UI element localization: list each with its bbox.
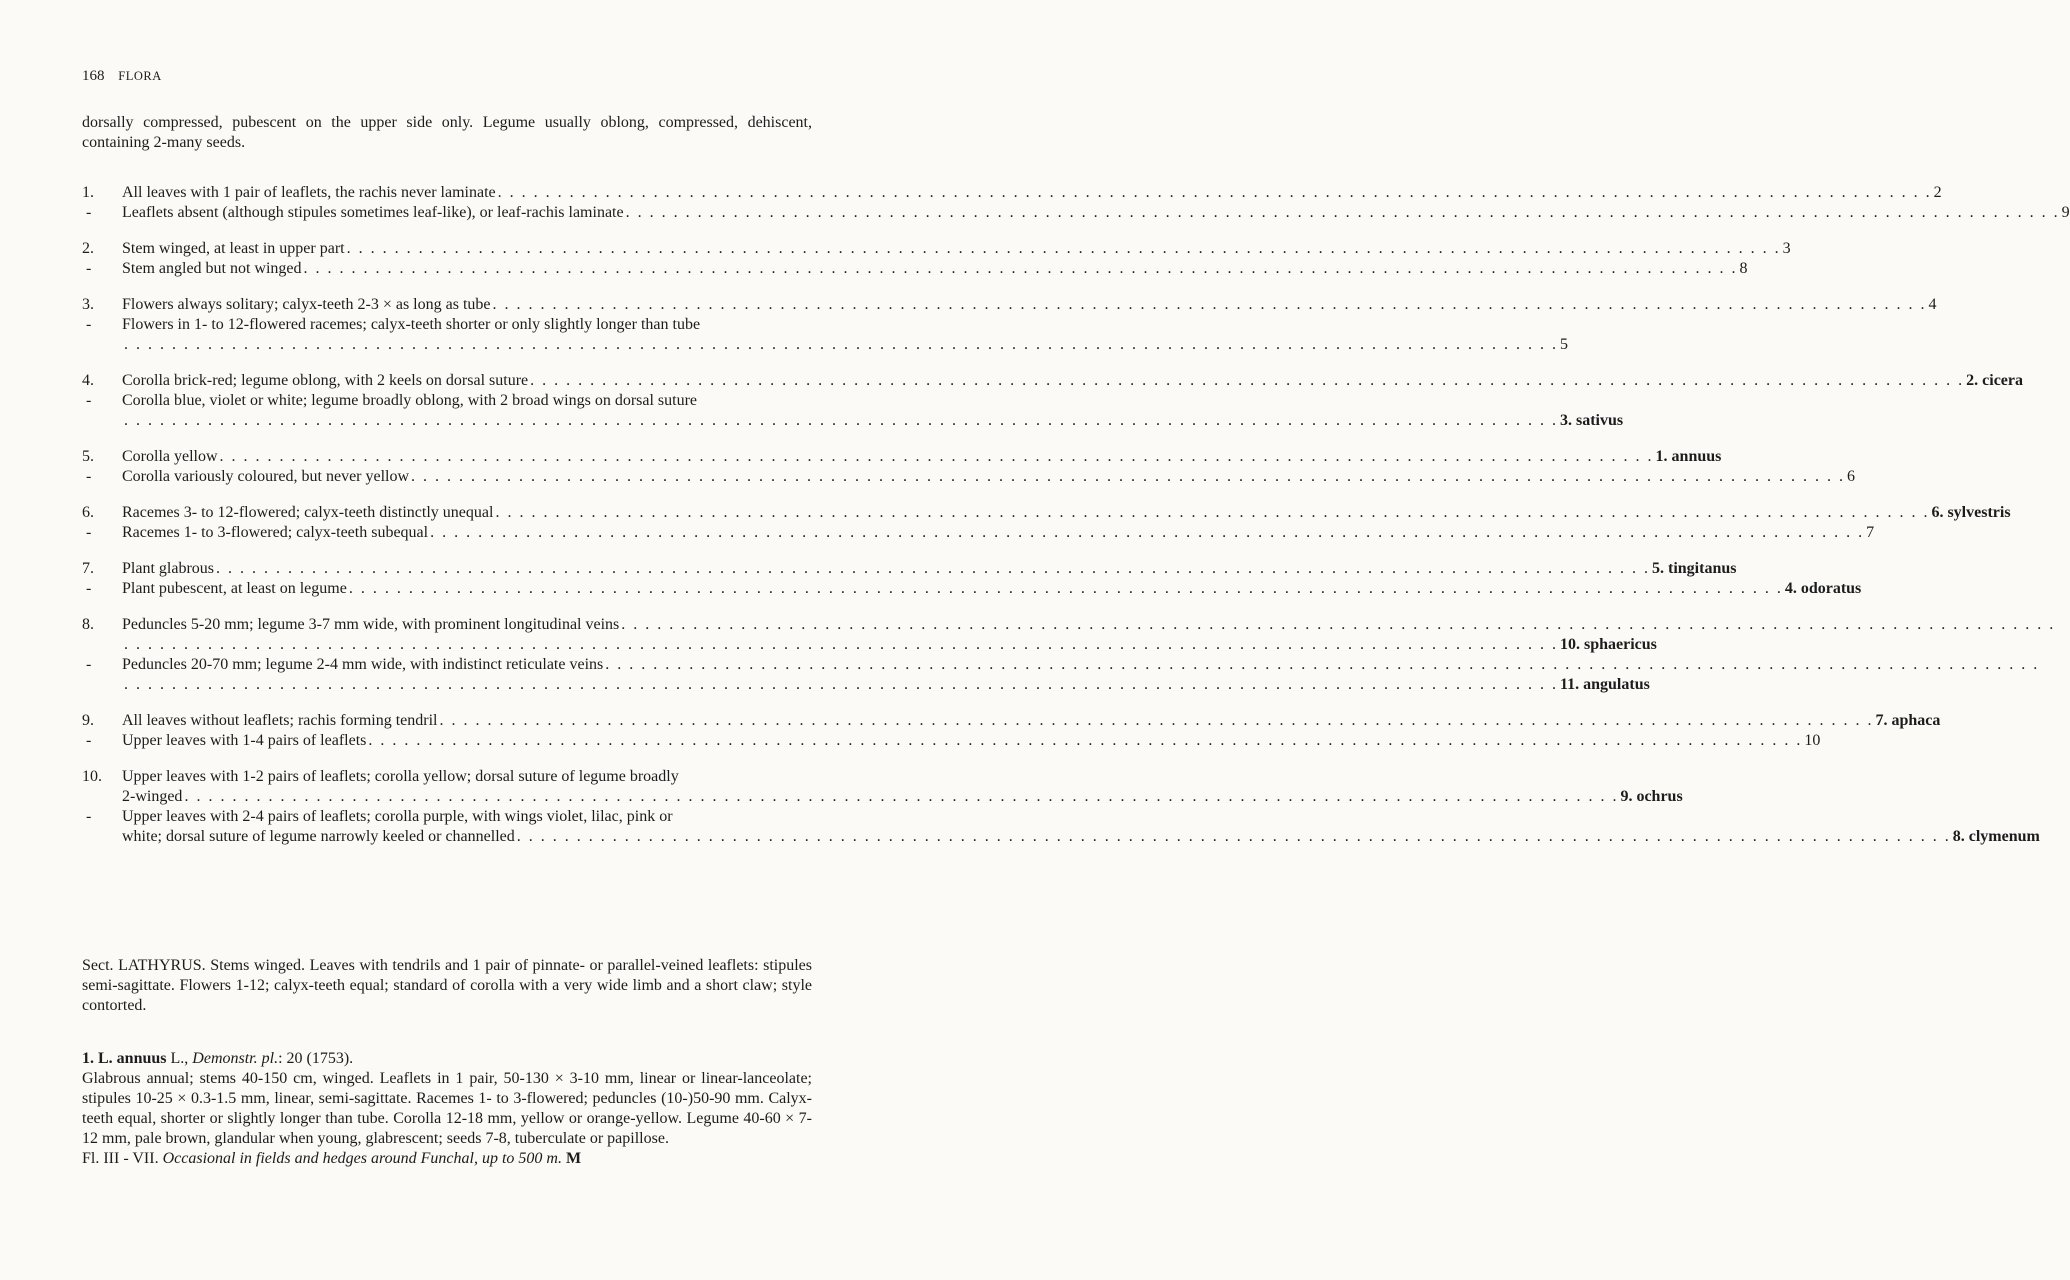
key-lead-line [122, 635, 1657, 655]
key-lead-line [122, 767, 812, 787]
key-lead-line [122, 711, 1941, 731]
key-lead [82, 203, 2070, 223]
key-lead-text: Leaflets absent (although stipules sometimes leaf-like), or leaf-rachis laminate [122, 204, 624, 221]
key-lead-line [122, 503, 2011, 523]
key-lead-line [122, 259, 1748, 279]
leader-dots: . . . . . . . . . . . . . . . . . . . . . . . . . . . . . . . . . . . . . . . . . . . . . . . . . . . . . . . . . . . . . . . . . . . . . . . . . . . . . . . . . . . . . . . . . . . . . . . . . . . . . . . . . . . . . . . . . . . . . . . . [348, 580, 1783, 597]
key-lead [82, 315, 1568, 355]
key-lead-text: Stem angled but not winged [122, 260, 302, 277]
leader-dots: . . . . . . . . . . . . . . . . . . . . . . . . . . . . . . . . . . . . . . . . . . . . . . . . . . . . . . . . . . . . . . . . . . . . . . . . . . . . . . . . . . . . . . . . . . . . . . . . . . . . . . . . . . . . . . . . . . . . . . . . [411, 468, 1846, 485]
key-lead-number: - [86, 260, 92, 277]
key-lead-text: Flowers always solitary; calyx-teeth 2-3 × as long as tube [122, 296, 491, 313]
leader-dots: . . . . . . . . . . . . . . . . . . . . . . . . . . . . . . . . . . . . . . . . . . . . . . . . . . . . . . . . . . . . . . . . . . . . . . . . . . . . . . . . . . . . . . . . . . . . . . . . . . . . . . . . . . . . . . . . . . . . . . . . [430, 524, 1865, 541]
key-lead-number: - [86, 316, 92, 333]
key-lead [82, 523, 1875, 543]
key-lead-line [122, 523, 1875, 543]
key-lead-result: 7 [1866, 524, 1875, 541]
key-lead-result: 11. angulatus [1560, 676, 1650, 693]
key-lead [82, 447, 1722, 467]
key-lead-number: 4. [82, 372, 94, 389]
key-lead-line [122, 827, 2040, 847]
key-couplet [82, 559, 1862, 599]
key-lead-text: Corolla yellow [122, 448, 218, 465]
key-lead-text: Corolla blue, violet or white; legume broadly oblong, with 2 broad wings on dorsal suture [122, 392, 698, 409]
leader-dots: . . . . . . . . . . . . . . . . . . . . . . . . . . . . . . . . . . . . . . . . . . . . . . . . . . . . . . . . . . . . . . . . . . . . . . . . . . . . . . . . . . . . . . . . . . . . . . . . . . . . . . . . . . . . . . . . . . . . . . . . [303, 260, 1738, 277]
key-couplet [82, 767, 2040, 847]
key-lead-line [122, 239, 1791, 259]
key-lead-line [122, 315, 812, 335]
page-header [82, 66, 162, 86]
key-lead [82, 655, 2040, 695]
species-description: Glabrous annual; stems 40-150 cm, winged. Leaflets in 1 pair, 50-130 × 3-10 mm, linear or linear-lanceolate; stipules 10-25 × 0.3-1.5 mm, linear, semi-sagittate. Racemes 1- to 3-flowered; peduncles (10-)50-90 mm. Calyx-teeth equal, shorter or slightly longer than tube. Corolla 12-18 mm, yellow or orange-yellow. Legume 40-60 × 7-12 mm, pale brown, glandular when young, glabrescent; seeds 7-8, tuberculate or papillose. [82, 1070, 812, 1147]
key-lead-text: white; dorsal suture of legume narrowly keeled or channelled [122, 828, 515, 845]
key-couplet [82, 295, 1937, 355]
leader-dots: . . . . . . . . . . . . . . . . . . . . . . . . . . . . . . . . . . . . . . . . . . . . . . . . . . . . . . . . . . . . . . . . . . . . . . . . . . . . . . . . . . . . . . . . . . . . . . . . . . . . . . . . . . . . . . . . . . . . . . . . [492, 296, 1927, 313]
leader-dots: . . . . . . . . . . . . . . . . . . . . . . . . . . . . . . . . . . . . . . . . . . . . . . . . . . . . . . . . . . . . . . . . . . . . . . . . . . . . . . . . . . . . . . . . . . . . . . . . . . . . . . . . . . . . . . . . . . . . . . . . [124, 336, 1558, 353]
key-lead-number: 8. [82, 616, 94, 633]
leader-dots: . . . . . . . . . . . . . . . . . . . . . . . . . . . . . . . . . . . . . . . . . . . . . . . . . . . . . . . . . . . . . . . . . . . . . . . . . . . . . . . . . . . . . . . . . . . . . . . . . . . . . . . . . . . . . . . . . . . . . . . . [346, 240, 1781, 257]
key-lead-result: 3. sativus [1560, 412, 1624, 429]
key-lead-line [122, 731, 1821, 751]
key-lead-result: 4. odoratus [1784, 580, 1862, 597]
key-lead-text: All leaves without leaflets; rachis forming tendril [122, 712, 438, 729]
key-lead-number: - [86, 524, 92, 541]
key-lead [82, 579, 1862, 599]
key-lead [82, 767, 1683, 807]
key-lead-number: 3. [82, 296, 94, 313]
key-lead-text: Upper leaves with 1-2 pairs of leaflets; corolla yellow; dorsal suture of legume broadly [122, 768, 679, 785]
leader-dots: . . . . . . . . . . . . . . . . . . . . . . . . . . . . . . . . . . . . . . . . . . . . . . . . . . . . . . . . . . . . . . . . . . . . . . . . . . . . . . . . . . . . . . . . . . . . . . . . . . . . . . . . . . . . . . . . . . . . . . . . [124, 676, 1558, 693]
leader-dots: . . . . . . . . . . . . . . . . . . . . . . . . . . . . . . . . . . . . . . . . . . . . . . . . . . . . . . . . . . . . . . . . . . . . . . . . . . . . . . . . . . . . . . . . . . . . . . . . . . . . . . . . . . . . . . . . . . . . . . . . [216, 560, 1650, 577]
habitat-note: Occasional in fields and hedges around Funchal, up to 500 m. [162, 1150, 562, 1167]
key-lead [82, 183, 1942, 203]
section-description: Sect. LATHYRUS. Stems winged. Leaves with tendrils and 1 pair of pinnate- or parallel-veined leaflets: stipules semi-sagittate. Flowers 1-12; calyx-teeth equal; standard of corolla with a very wide limb and a short claw; style contorted. [82, 957, 812, 1014]
intro-paragraph: dorsally compressed, pubescent on the upper side only. Legume usually oblong, compressed, dehiscent, containing 2-many seeds. [82, 114, 812, 151]
key-lead-line [122, 183, 1942, 203]
key-lead-number: 10. [82, 768, 102, 785]
key-couplet [82, 183, 2070, 223]
key-lead [82, 807, 2040, 847]
key-lead-result: 5. tingitanus [1652, 560, 1737, 577]
key-lead-number: 1. [82, 184, 94, 201]
key-lead-result: 5 [1560, 336, 1568, 353]
key-lead [82, 371, 2023, 391]
key-lead-result: 6 [1847, 468, 1856, 485]
key-lead-number: 9. [82, 712, 94, 729]
leader-dots: . . . . . . . . . . . . . . . . . . . . . . . . . . . . . . . . . . . . . . . . . . . . . . . . . . . . . . . . . . . . . . . . . . . . . . . . . . . . . . . . . . . . . . . . . . . . . . . . . . . . . . . . . . . . . . . . . . . . . . . . [625, 204, 2060, 221]
key-lead-number: - [86, 808, 92, 825]
page-number: 168 [82, 68, 105, 84]
leader-dots: . . . . . . . . . . . . . . . . . . . . . . . . . . . . . . . . . . . . . . . . . . . . . . . . . . . . . . . . . . . . . . . . . . . . . . . . . . . . . . . . . . . . . . . . . . . . . . . . . . . . . . . . . . . . . . . . . . . . . . . . [516, 828, 1951, 845]
leader-dots: . . . . . . . . . . . . . . . . . . . . . . . . . . . . . . . . . . . . . . . . . . . . . . . . . . . . . . . . . . . . . . . . . . . . . . . . . . . . . . . . . . . . . . . . . . . . . . . . . . . . . . . . . . . . . . . . . . . . . . . . [497, 184, 1932, 201]
flowering-period: Fl. III - VII. [82, 1150, 163, 1167]
key-lead-number: 2. [82, 240, 94, 257]
key-lead-text: Plant glabrous [122, 560, 214, 577]
key-lead-line [122, 295, 1937, 315]
key-lead-result: 9 [2061, 204, 2070, 221]
leader-dots: . . . . . . . . . . . . . . . . . . . . . . . . . . . . . . . . . . . . . . . . . . . . . . . . . . . . . . . . . . . . . . . . . . . . . . . . . . . . . . . . . . . . . . . . . . . . . . . . . . . . . . . . . . . . . . . . . . . . . . . . [219, 448, 1654, 465]
key-lead-number: 7. [82, 560, 94, 577]
key-lead-result: 4 [1928, 296, 1937, 313]
key-lead-number: - [86, 580, 92, 597]
key-lead-line [122, 787, 1683, 807]
distribution-marker: M [565, 1150, 582, 1167]
key-lead-line [122, 807, 812, 827]
key-lead-text: Plant pubescent, at least on legume [122, 580, 347, 597]
key-lead-number: 6. [82, 504, 94, 521]
key-lead-number: - [86, 204, 92, 221]
leader-dots: . . . . . . . . . . . . . . . . . . . . . . . . . . . . . . . . . . . . . . . . . . . . . . . . . . . . . . . . . . . . . . . . . . . . . . . . . . . . . . . . . . . . . . . . . . . . . . . . . . . . . . . . . . . . . . . . . . . . . . . . [439, 712, 1874, 729]
key-lead-line [122, 371, 2023, 391]
key-lead-line [122, 579, 1862, 599]
key-lead-text: Corolla variously coloured, but never yellow [122, 468, 410, 485]
key-lead-result: 1. annuus [1655, 448, 1722, 465]
key-lead-line [122, 467, 1856, 487]
key-lead-number: - [86, 468, 92, 485]
key-lead-line [122, 203, 2070, 223]
key-couplet [82, 447, 1856, 487]
key-lead [82, 711, 1941, 731]
leader-dots: . . . . . . . . . . . . . . . . . . . . . . . . . . . . . . . . . . . . . . . . . . . . . . . . . . . . . . . . . . . . . . . . . . . . . . . . . . . . . . . . . . . . . . . . . . . . . . . . . . . . . . . . . . . . . . . . . . . . . . . . [124, 412, 1558, 429]
key-lead-result: 2. cicera [1966, 372, 2023, 389]
key-lead-text: Racemes 3- to 12-flowered; calyx-teeth distinctly unequal [122, 504, 494, 521]
leader-dots: . . . . . . . . . . . . . . . . . . . . . . . . . . . . . . . . . . . . . . . . . . . . . . . . . . . . . . . . . . . . . . . . . . . . . . . . . . . . . . . . . . . . . . . . . . . . . . . . . . . . . . . . . . . . . . . . . . . . . . . . [368, 732, 1803, 749]
key-lead [82, 259, 1748, 279]
leader-dots: . . . . . . . . . . . . . . . . . . . . . . . . . . . . . . . . . . . . . . . . . . . . . . . . . . . . . . . . . . . . . . . . . . . . . . . . . . . . . . . . . . . . . . . . . . . . . . . . . . . . . . . . . . . . . . . . . . . . . . . . [605, 656, 2040, 673]
key-couplet [82, 615, 2056, 695]
key-lead-result: 9. ochrus [1620, 788, 1683, 805]
key-lead-result: 10. sphaericus [1560, 636, 1657, 653]
key-lead-result: 10 [1804, 732, 1821, 749]
key-lead [82, 239, 1791, 259]
species-name: 1. L. annuus [82, 1050, 167, 1067]
key-lead-line [122, 675, 1650, 695]
key-lead-text: Stem winged, at least in upper part [122, 240, 345, 257]
key-lead [82, 559, 1737, 579]
leader-dots: . . . . . . . . . . . . . . . . . . . . . . . . . . . . . . . . . . . . . . . . . . . . . . . . . . . . . . . . . . . . . . . . . . . . . . . . . . . . . . . . . . . . . . . . . . . . . . . . . . . . . . . . . . . . . . . . . . . . . . . . [621, 616, 2056, 633]
species-entry [82, 1049, 812, 1169]
key-lead [82, 615, 2056, 655]
key-lead-line [122, 559, 1737, 579]
key-lead-result: 3 [1782, 240, 1791, 257]
key-couplet [82, 371, 2023, 431]
key-couplet [82, 711, 1941, 751]
key-lead-text: Racemes 1- to 3-flowered; calyx-teeth subequal [122, 524, 429, 541]
key-lead [82, 295, 1937, 315]
key-lead-text: 2-winged [122, 788, 183, 805]
running-title: FLORA [118, 69, 162, 83]
key-lead-text: Corolla brick-red; legume oblong, with 2 keels on dorsal suture [122, 372, 529, 389]
key-lead-result: 8 [1739, 260, 1748, 277]
species-flowering [82, 1149, 812, 1169]
key-lead-result: 7. aphaca [1875, 712, 1941, 729]
species-author: L., [166, 1050, 193, 1067]
leader-dots: . . . . . . . . . . . . . . . . . . . . . . . . . . . . . . . . . . . . . . . . . . . . . . . . . . . . . . . . . . . . . . . . . . . . . . . . . . . . . . . . . . . . . . . . . . . . . . . . . . . . . . . . . . . . . . . . . . . . . . . . [530, 372, 1965, 389]
species-publication: Demonstr. pl. [192, 1050, 279, 1067]
key-lead [82, 467, 1856, 487]
key-lead-result: 6. sylvestris [1931, 504, 2011, 521]
key-lead [82, 503, 2011, 523]
species-citation: : 20 (1753). [278, 1050, 354, 1067]
key-lead-number: - [86, 656, 92, 673]
key-lead-line [122, 615, 2056, 635]
key-lead-line [122, 411, 1624, 431]
leader-dots: . . . . . . . . . . . . . . . . . . . . . . . . . . . . . . . . . . . . . . . . . . . . . . . . . . . . . . . . . . . . . . . . . . . . . . . . . . . . . . . . . . . . . . . . . . . . . . . . . . . . . . . . . . . . . . . . . . . . . . . . [495, 504, 1930, 521]
key-lead-number: - [86, 732, 92, 749]
key-lead-result: 2 [1933, 184, 1942, 201]
species-heading [82, 1049, 812, 1069]
key-lead-line [122, 391, 812, 411]
key-lead-number: - [86, 392, 92, 409]
key-couplet [82, 239, 1791, 279]
key-lead-text: Peduncles 5-20 mm; legume 3-7 mm wide, with prominent longitudinal veins [122, 616, 620, 633]
key-lead-text: Flowers in 1- to 12-flowered racemes; calyx-teeth shorter or only slightly longer than tube [122, 316, 701, 333]
key-lead-line [122, 655, 2040, 675]
key-lead [82, 391, 1624, 431]
key-lead-line [122, 447, 1722, 467]
key-lead-number: 5. [82, 448, 94, 465]
identification-key [82, 183, 2070, 863]
key-lead [82, 731, 1821, 751]
key-lead-text: Peduncles 20-70 mm; legume 2-4 mm wide, with indistinct reticulate veins [122, 656, 604, 673]
leader-dots: . . . . . . . . . . . . . . . . . . . . . . . . . . . . . . . . . . . . . . . . . . . . . . . . . . . . . . . . . . . . . . . . . . . . . . . . . . . . . . . . . . . . . . . . . . . . . . . . . . . . . . . . . . . . . . . . . . . . . . . . [184, 788, 1619, 805]
key-couplet [82, 503, 2011, 543]
key-lead-text: All leaves with 1 pair of leaflets, the rachis never laminate [122, 184, 496, 201]
key-lead-text: Upper leaves with 1-4 pairs of leaflets [122, 732, 367, 749]
leader-dots: . . . . . . . . . . . . . . . . . . . . . . . . . . . . . . . . . . . . . . . . . . . . . . . . . . . . . . . . . . . . . . . . . . . . . . . . . . . . . . . . . . . . . . . . . . . . . . . . . . . . . . . . . . . . . . . . . . . . . . . . [124, 636, 1558, 653]
key-lead-line [122, 335, 1568, 355]
key-lead-result: 8. clymenum [1952, 828, 2040, 845]
key-lead-text: Upper leaves with 2-4 pairs of leaflets; corolla purple, with wings violet, lilac, pink or [122, 808, 673, 825]
